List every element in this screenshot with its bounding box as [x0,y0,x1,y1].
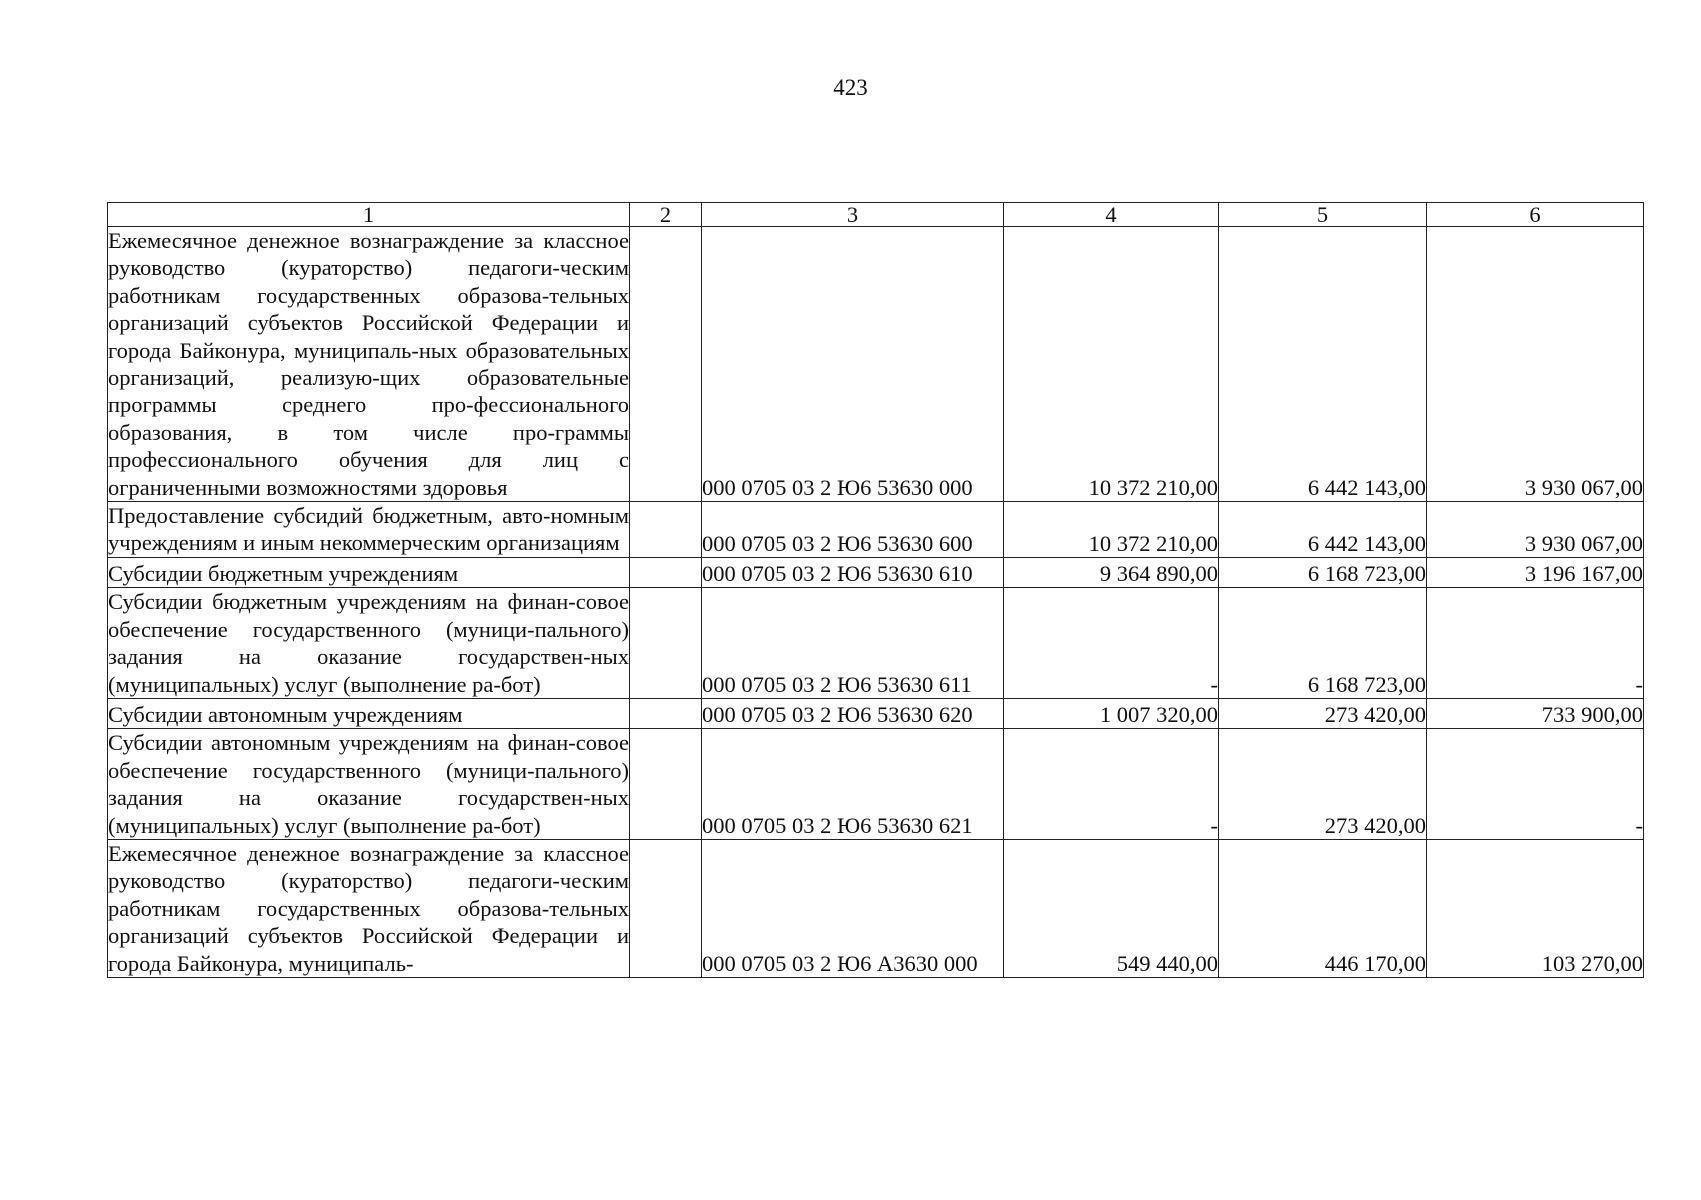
budget-table [107,202,1644,978]
row-value-5: 6 442 143,00 [1219,502,1427,558]
row-value-4: 10 372 210,00 [1004,227,1219,502]
table-row [108,227,1644,502]
row-value-4: 10 372 210,00 [1004,502,1219,558]
column-header-6: 6 [1427,203,1644,227]
row-code: 000 0705 03 2 Ю6 А3630 000 [702,839,1004,977]
row-code: 000 0705 03 2 Ю6 53630 000 [702,227,1004,502]
row-code: 000 0705 03 2 Ю6 53630 610 [702,557,1004,587]
row-name: Субсидии автономным учреждениям [108,698,630,728]
row-value-6: 3 930 067,00 [1427,502,1644,558]
table-row [108,698,1644,728]
row-name: Субсидии бюджетным учреждениям на финан-совое обеспечение государственного (муници-пального) задания на оказание государствен-ных (муниципальных) услуг (выполнение ра-бот) [108,589,629,697]
row-name: Ежемесячное денежное вознаграждение за классное руководство (кураторство) педагоги-ческим работникам государственных образова-тельных организаций субъектов Российской Федерации и города Байконура, муниципаль- [108,840,629,976]
row-value-6: 3 930 067,00 [1427,227,1644,502]
row-col2 [630,557,702,587]
row-name: Субсидии автономным учреждениям на финан-совое обеспечение государственного (муници-пального) задания на оказание государствен-ных (муниципальных) услуг (выполнение ра-бот) [108,730,629,838]
row-code: 000 0705 03 2 Ю6 53630 611 [702,588,1004,699]
row-value-6: 3 196 167,00 [1427,557,1644,587]
row-col2 [630,502,702,558]
row-col2 [630,588,702,699]
row-code: 000 0705 03 2 Ю6 53630 600 [702,502,1004,558]
table-row [108,557,1644,587]
row-value-4: 549 440,00 [1004,839,1219,977]
row-code: 000 0705 03 2 Ю6 53630 620 [702,698,1004,728]
row-col2 [630,698,702,728]
table-body [108,227,1644,978]
row-value-5: 6 168 723,00 [1219,557,1427,587]
column-header-5: 5 [1219,203,1427,227]
page-number: 423 [833,75,868,100]
row-code: 000 0705 03 2 Ю6 53630 621 [702,729,1004,840]
row-value-4: 1 007 320,00 [1004,698,1219,728]
row-value-6: 103 270,00 [1427,839,1644,977]
row-value-6: - [1427,729,1644,840]
row-value-5: 446 170,00 [1219,839,1427,977]
row-name: Ежемесячное денежное вознаграждение за классное руководство (кураторство) педагоги-ческим работникам государственных образова-тельных организаций субъектов Российской Федерации и города Байконура, муниципаль-ных образовательных организаций, реализую-щих образовательные программы среднего про-фессионального образования, в том числе про-граммы профессионального обучения для лиц с ограниченными возможностями здоровья [108,228,629,500]
table-row [108,729,1644,840]
column-header-1: 1 [108,203,630,227]
row-name: Предоставление субсидий бюджетным, авто-номным учреждениям и иным некоммерческим организациям [108,503,629,556]
row-col2 [630,839,702,977]
table-header [108,203,1644,227]
row-col2 [630,227,702,502]
row-value-6: - [1427,588,1644,699]
row-name: Субсидии бюджетным учреждениям [108,557,630,587]
column-header-4: 4 [1004,203,1219,227]
row-value-4: - [1004,729,1219,840]
table-row [108,588,1644,699]
row-value-5: 273 420,00 [1219,698,1427,728]
row-value-4: 9 364 890,00 [1004,557,1219,587]
row-value-5: 6 168 723,00 [1219,588,1427,699]
column-header-2: 2 [630,203,702,227]
table-row [108,839,1644,977]
row-value-5: 6 442 143,00 [1219,227,1427,502]
row-value-6: 733 900,00 [1427,698,1644,728]
row-value-4: - [1004,588,1219,699]
header-row [108,203,1644,227]
row-col2 [630,729,702,840]
row-value-5: 273 420,00 [1219,729,1427,840]
column-header-3: 3 [702,203,1004,227]
table-row [108,502,1644,558]
